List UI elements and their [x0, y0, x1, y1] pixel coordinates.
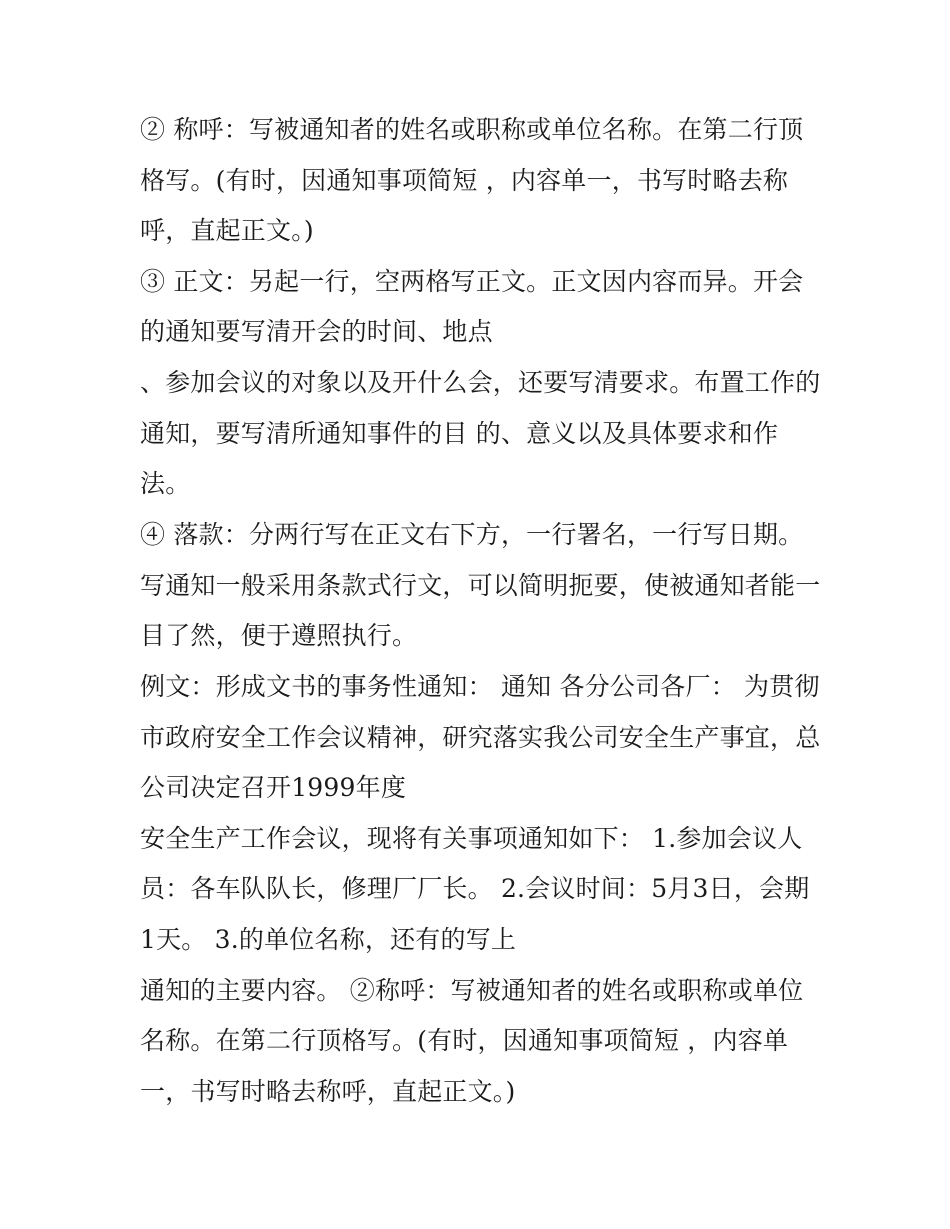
text-line: 公司决定召开1999年度 — [140, 773, 407, 802]
text-line: 格写。(有时，因通知事项简短 ，内容单一，书写时略去称 — [140, 166, 789, 195]
text-line: 呼，直起正文。) — [140, 216, 314, 245]
text-line: 、参加会议的对象以及开什么会，还要写清要求。布置工作的 — [140, 368, 821, 397]
text-line: 名称。在第二行顶格写。(有时，因通知事项简短 ，内容单 — [140, 1026, 789, 1055]
text-line: 1天。 3.的单位名称，还有的写上 — [140, 925, 517, 954]
text-line: ③ 正文：另起一行，空两格写正文。正文因内容而异。开会 — [140, 267, 804, 296]
text-line: 通知，要写清所通知事件的目 的、意义以及具体要求和作 — [140, 419, 779, 448]
text-line: 的通知要写清开会的时间、地点 — [140, 317, 493, 346]
text-line: 员：各车队队长，修理厂厂长。 2.会议时间：5月3日，会期 — [140, 874, 810, 903]
text-line: 目了然，便于遵照执行。 — [140, 621, 418, 650]
text-line: 通知的主要内容。 ②称呼：写被通知者的姓名或职称或单位 — [140, 976, 804, 1005]
text-line: ④ 落款：分两行写在正文右下方，一行署名，一行写日期。 — [140, 520, 804, 549]
text-line: 法。 — [140, 469, 191, 498]
text-line: 例文：形成文书的事务性通知： 通知 各分公司各厂： 为贯彻 — [140, 672, 820, 701]
text-line: 市政府安全工作会议精神，研究落实我公司安全生产事宜，总 — [140, 723, 821, 752]
text-line: ② 称呼：写被通知者的姓名或职称或单位名称。在第二行顶 — [140, 115, 804, 144]
text-line: 安全生产工作会议，现将有关事项通知如下： 1.参加会议人 — [140, 824, 803, 853]
text-line: 一，书写时略去称呼，直起正文。) — [140, 1077, 516, 1106]
text-line: 写通知一般采用条款式行文，可以简明扼要，使被通知者能一 — [140, 571, 821, 600]
